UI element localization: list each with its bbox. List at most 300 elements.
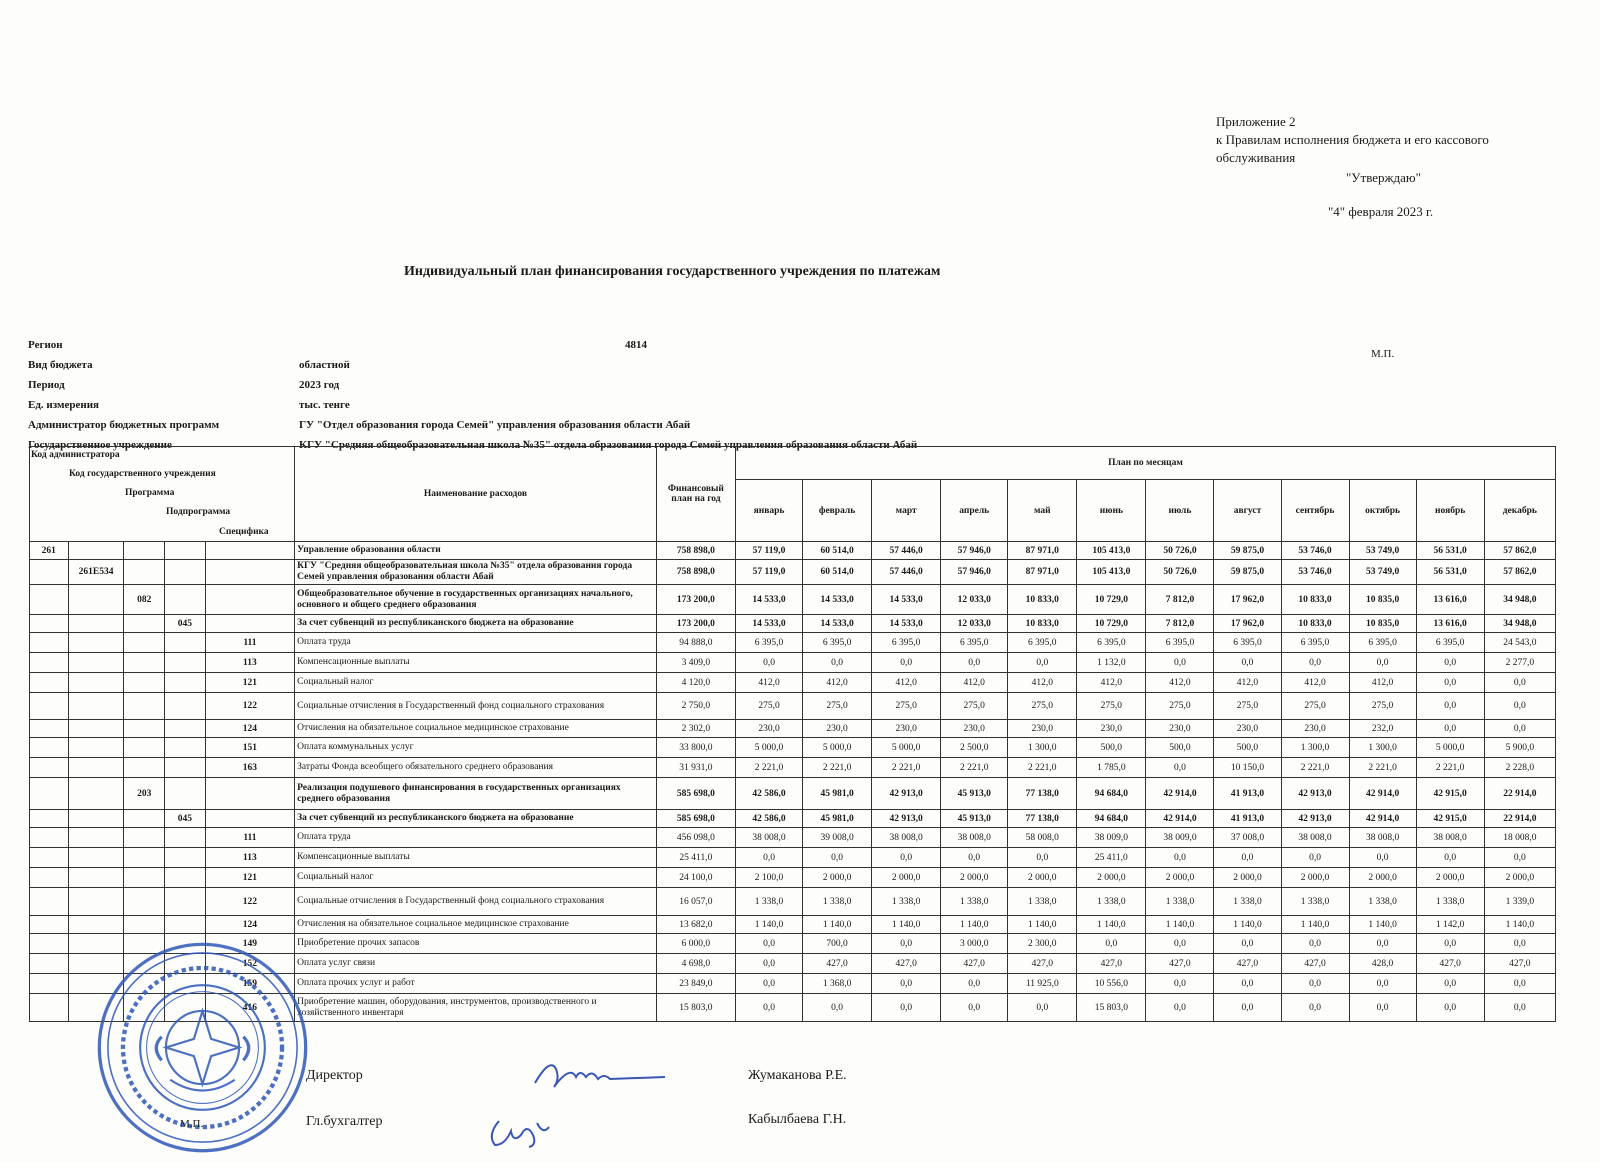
code-admin-cell xyxy=(30,810,69,828)
month-header: январь xyxy=(736,480,803,542)
month-value-cell: 0,0 xyxy=(736,994,803,1022)
month-value-cell: 38 008,0 xyxy=(1281,828,1349,848)
month-value-cell: 25 411,0 xyxy=(1077,848,1146,868)
month-value-cell: 0,0 xyxy=(1416,720,1484,738)
month-value-cell: 0,0 xyxy=(1416,994,1484,1022)
month-value-cell: 275,0 xyxy=(803,693,872,720)
month-value-cell: 87 971,0 xyxy=(1008,542,1077,560)
month-value-cell: 230,0 xyxy=(803,720,872,738)
code-admin-cell xyxy=(30,916,69,934)
month-value-cell: 0,0 xyxy=(1416,693,1484,720)
month-value-cell: 14 533,0 xyxy=(736,585,803,615)
month-value-cell: 1 338,0 xyxy=(1214,888,1281,916)
code-institution-cell xyxy=(68,810,124,828)
month-value-cell: 0,0 xyxy=(1008,994,1077,1022)
expense-name-cell: Затраты Фонда всеобщего обязательного среднего образования xyxy=(295,758,657,778)
code-admin-cell xyxy=(30,888,69,916)
month-value-cell: 428,0 xyxy=(1349,954,1416,974)
month-header: май xyxy=(1008,480,1077,542)
month-value-cell: 427,0 xyxy=(872,954,941,974)
month-value-cell: 0,0 xyxy=(736,954,803,974)
code-program-cell xyxy=(124,653,165,673)
code-institution-cell xyxy=(68,828,124,848)
month-value-cell: 22 914,0 xyxy=(1484,778,1555,810)
month-value-cell: 230,0 xyxy=(1077,720,1146,738)
month-value-cell: 6 395,0 xyxy=(941,633,1008,653)
expense-name-cell: Общеобразовательное обучение в государственных организациях начального, основного и общего среднего образования xyxy=(295,585,657,615)
month-value-cell: 0,0 xyxy=(1146,974,1214,994)
month-value-cell: 0,0 xyxy=(803,848,872,868)
month-value-cell: 34 948,0 xyxy=(1484,585,1555,615)
month-value-cell: 18 008,0 xyxy=(1484,828,1555,848)
month-value-cell: 24 543,0 xyxy=(1484,633,1555,653)
month-value-cell: 0,0 xyxy=(1416,673,1484,693)
month-value-cell: 275,0 xyxy=(1077,693,1146,720)
month-value-cell: 1 300,0 xyxy=(1349,738,1416,758)
code-admin-cell xyxy=(30,633,69,653)
month-value-cell: 59 875,0 xyxy=(1214,542,1281,560)
month-value-cell: 412,0 xyxy=(941,673,1008,693)
code-admin-cell xyxy=(30,868,69,888)
month-value-cell: 2 100,0 xyxy=(736,868,803,888)
month-value-cell: 1 132,0 xyxy=(1077,653,1146,673)
month-value-cell: 2 221,0 xyxy=(941,758,1008,778)
info-region xyxy=(28,335,1328,355)
code-institution-cell xyxy=(68,693,124,720)
expense-name-cell: Социальные отчисления в Государственный фонд социального страхования xyxy=(295,693,657,720)
annual-plan-cell: 2 750,0 xyxy=(656,693,735,720)
month-value-cell: 1 140,0 xyxy=(736,916,803,934)
month-value-cell: 42 913,0 xyxy=(1281,810,1349,828)
month-value-cell: 1 300,0 xyxy=(1008,738,1077,758)
month-value-cell: 412,0 xyxy=(1349,673,1416,693)
code-specific-cell: 163 xyxy=(205,758,294,778)
director-name: Жумаканова Р.Е. xyxy=(748,1068,847,1083)
code-subprogram-cell xyxy=(165,560,206,585)
table-row xyxy=(30,868,1556,888)
month-value-cell: 38 008,0 xyxy=(1416,828,1484,848)
month-header: октябрь xyxy=(1349,480,1416,542)
month-value-cell: 427,0 xyxy=(803,954,872,974)
code-admin-cell xyxy=(30,974,69,994)
month-value-cell: 38 008,0 xyxy=(872,828,941,848)
month-value-cell: 10 729,0 xyxy=(1077,615,1146,633)
code-subprogram-cell xyxy=(165,720,206,738)
month-value-cell: 42 913,0 xyxy=(872,810,941,828)
appendix-block xyxy=(1216,113,1546,221)
month-value-cell: 17 962,0 xyxy=(1214,615,1281,633)
month-value-cell: 427,0 xyxy=(1008,954,1077,974)
code-institution-cell xyxy=(68,738,124,758)
month-value-cell: 42 915,0 xyxy=(1416,810,1484,828)
month-header: февраль xyxy=(803,480,872,542)
month-value-cell: 41 913,0 xyxy=(1214,810,1281,828)
month-value-cell: 10 729,0 xyxy=(1077,585,1146,615)
month-value-cell: 1 338,0 xyxy=(1077,888,1146,916)
month-value-cell: 57 946,0 xyxy=(941,560,1008,585)
accountant-label: Гл.бухгалтер xyxy=(306,1114,383,1129)
month-value-cell: 1 338,0 xyxy=(1146,888,1214,916)
month-value-cell: 6 395,0 xyxy=(1416,633,1484,653)
code-institution-cell xyxy=(68,585,124,615)
appendix-line-2: к Правилам исполнения бюджета и его кассового обслуживания xyxy=(1216,132,1489,165)
month-value-cell: 57 119,0 xyxy=(736,542,803,560)
month-value-cell: 53 749,0 xyxy=(1349,542,1416,560)
month-value-cell: 1 140,0 xyxy=(1077,916,1146,934)
code-subprogram-cell xyxy=(165,693,206,720)
code-subprogram-cell xyxy=(165,916,206,934)
month-header: апрель xyxy=(941,480,1008,542)
month-value-cell: 0,0 xyxy=(1484,673,1555,693)
month-value-cell: 412,0 xyxy=(1214,673,1281,693)
month-value-cell: 230,0 xyxy=(736,720,803,738)
code-header-program: Программа xyxy=(125,488,175,498)
code-admin-cell xyxy=(30,673,69,693)
month-value-cell: 53 746,0 xyxy=(1281,560,1349,585)
code-admin-cell xyxy=(30,693,69,720)
table-row xyxy=(30,653,1556,673)
month-value-cell: 230,0 xyxy=(941,720,1008,738)
month-value-cell: 56 531,0 xyxy=(1416,560,1484,585)
code-subprogram-cell xyxy=(165,633,206,653)
month-value-cell: 57 946,0 xyxy=(941,542,1008,560)
month-value-cell: 2 000,0 xyxy=(1077,868,1146,888)
code-program-cell xyxy=(124,868,165,888)
table-row xyxy=(30,542,1556,560)
month-value-cell: 10 556,0 xyxy=(1077,974,1146,994)
month-header: ноябрь xyxy=(1416,480,1484,542)
code-institution-cell xyxy=(68,868,124,888)
month-value-cell: 14 533,0 xyxy=(803,615,872,633)
month-value-cell: 17 962,0 xyxy=(1214,585,1281,615)
month-value-cell: 6 395,0 xyxy=(1281,633,1349,653)
month-value-cell: 2 000,0 xyxy=(1214,868,1281,888)
approve-label: "Утверждаю" xyxy=(1346,170,1421,185)
code-subprogram-cell xyxy=(165,888,206,916)
code-institution-cell xyxy=(68,848,124,868)
table-row xyxy=(30,615,1556,633)
annual-plan-cell: 758 898,0 xyxy=(656,542,735,560)
month-value-cell: 0,0 xyxy=(872,934,941,954)
month-value-cell: 230,0 xyxy=(872,720,941,738)
annual-plan-cell: 6 000,0 xyxy=(656,934,735,954)
month-value-cell: 13 616,0 xyxy=(1416,585,1484,615)
month-value-cell: 6 395,0 xyxy=(1214,633,1281,653)
month-value-cell: 0,0 xyxy=(1349,994,1416,1022)
month-value-cell: 0,0 xyxy=(1281,994,1349,1022)
director-label: Директор xyxy=(306,1068,363,1083)
annual-plan-cell: 585 698,0 xyxy=(656,810,735,828)
expense-name-cell: Социальный налог xyxy=(295,673,657,693)
code-specific-cell: 122 xyxy=(205,693,294,720)
month-value-cell: 57 446,0 xyxy=(872,560,941,585)
month-value-cell: 275,0 xyxy=(1349,693,1416,720)
code-subprogram-cell xyxy=(165,868,206,888)
month-value-cell: 94 684,0 xyxy=(1077,810,1146,828)
month-value-cell: 45 981,0 xyxy=(803,778,872,810)
month-value-cell: 2 000,0 xyxy=(1484,868,1555,888)
month-value-cell: 0,0 xyxy=(941,994,1008,1022)
code-specific-cell: 122 xyxy=(205,888,294,916)
period-value: 2023 год xyxy=(299,379,340,391)
budget-type-value: областной xyxy=(299,359,350,371)
annual-plan-cell: 25 411,0 xyxy=(656,848,735,868)
code-header xyxy=(30,447,295,542)
code-header-specific: Специфика xyxy=(219,527,269,537)
month-value-cell: 1 140,0 xyxy=(1008,916,1077,934)
unit-value: тыс. тенге xyxy=(299,399,350,411)
month-value-cell: 1 338,0 xyxy=(1008,888,1077,916)
month-value-cell: 0,0 xyxy=(1214,653,1281,673)
month-value-cell: 0,0 xyxy=(803,994,872,1022)
month-value-cell: 14 533,0 xyxy=(736,615,803,633)
month-value-cell: 2 000,0 xyxy=(1349,868,1416,888)
code-institution-cell xyxy=(68,653,124,673)
month-value-cell: 10 833,0 xyxy=(1008,615,1077,633)
month-value-cell: 0,0 xyxy=(1146,848,1214,868)
code-specific-cell: 111 xyxy=(205,828,294,848)
code-specific-cell: 124 xyxy=(205,916,294,934)
month-value-cell: 0,0 xyxy=(736,848,803,868)
month-value-cell: 0,0 xyxy=(1214,934,1281,954)
code-program-cell xyxy=(124,633,165,653)
month-value-cell: 0,0 xyxy=(736,653,803,673)
expense-name-cell: Отчисления на обязательное социальное медицинское страхование xyxy=(295,720,657,738)
month-value-cell: 15 803,0 xyxy=(1077,994,1146,1022)
month-value-cell: 0,0 xyxy=(1349,848,1416,868)
month-value-cell: 58 008,0 xyxy=(1008,828,1077,848)
month-value-cell: 10 833,0 xyxy=(1281,585,1349,615)
month-value-cell: 59 875,0 xyxy=(1214,560,1281,585)
month-value-cell: 412,0 xyxy=(803,673,872,693)
month-value-cell: 13 616,0 xyxy=(1416,615,1484,633)
code-admin-cell xyxy=(30,994,69,1022)
month-value-cell: 42 914,0 xyxy=(1349,810,1416,828)
code-subprogram-cell xyxy=(165,738,206,758)
table-row xyxy=(30,758,1556,778)
code-program-cell xyxy=(124,810,165,828)
financing-plan-table xyxy=(29,446,1556,1022)
month-value-cell: 500,0 xyxy=(1146,738,1214,758)
expense-name-cell: Управление образования области xyxy=(295,542,657,560)
month-header: сентябрь xyxy=(1281,480,1349,542)
code-specific-cell xyxy=(205,810,294,828)
month-value-cell: 37 008,0 xyxy=(1214,828,1281,848)
annual-plan-cell: 758 898,0 xyxy=(656,560,735,585)
month-value-cell: 6 395,0 xyxy=(736,633,803,653)
code-admin-cell: 261 xyxy=(30,542,69,560)
month-value-cell: 38 008,0 xyxy=(941,828,1008,848)
annual-plan-cell: 3 409,0 xyxy=(656,653,735,673)
month-value-cell: 39 008,0 xyxy=(803,828,872,848)
month-value-cell: 412,0 xyxy=(1281,673,1349,693)
month-value-cell: 1 140,0 xyxy=(1349,916,1416,934)
month-value-cell: 1 140,0 xyxy=(872,916,941,934)
month-value-cell: 87 971,0 xyxy=(1008,560,1077,585)
month-value-cell: 0,0 xyxy=(872,974,941,994)
code-institution-cell: 261E534 xyxy=(68,560,124,585)
info-budget-type xyxy=(28,355,1328,375)
month-value-cell: 34 948,0 xyxy=(1484,615,1555,633)
month-value-cell: 42 914,0 xyxy=(1146,778,1214,810)
expense-name-cell: КГУ "Средняя общеобразовательная школа №35" отдела образования города Семей управления образования области Абай xyxy=(295,560,657,585)
month-value-cell: 10 833,0 xyxy=(1281,615,1349,633)
month-value-cell: 0,0 xyxy=(1146,934,1214,954)
code-subprogram-cell xyxy=(165,778,206,810)
month-value-cell: 0,0 xyxy=(872,848,941,868)
code-specific-cell xyxy=(205,560,294,585)
month-value-cell: 38 008,0 xyxy=(1349,828,1416,848)
code-specific-cell: 124 xyxy=(205,720,294,738)
table-row xyxy=(30,633,1556,653)
month-value-cell: 2 221,0 xyxy=(1008,758,1077,778)
month-value-cell: 14 533,0 xyxy=(872,585,941,615)
code-specific-cell: 149 xyxy=(205,934,294,954)
month-value-cell: 53 749,0 xyxy=(1349,560,1416,585)
code-subprogram-cell xyxy=(165,828,206,848)
month-value-cell: 2 221,0 xyxy=(1416,758,1484,778)
month-value-cell: 0,0 xyxy=(1416,934,1484,954)
month-value-cell: 77 138,0 xyxy=(1008,778,1077,810)
table-row xyxy=(30,916,1556,934)
month-value-cell: 427,0 xyxy=(941,954,1008,974)
month-value-cell: 1 338,0 xyxy=(1416,888,1484,916)
info-admin xyxy=(28,415,1328,435)
month-header: декабрь xyxy=(1484,480,1555,542)
month-value-cell: 0,0 xyxy=(1214,974,1281,994)
month-value-cell: 41 913,0 xyxy=(1214,778,1281,810)
code-program-cell xyxy=(124,738,165,758)
expense-name-cell: Оплата труда xyxy=(295,633,657,653)
accountant-name: Кабылбаева Г.Н. xyxy=(748,1112,847,1127)
month-value-cell: 1 368,0 xyxy=(803,974,872,994)
annual-plan-cell: 31 931,0 xyxy=(656,758,735,778)
code-institution-cell xyxy=(68,888,124,916)
code-specific-cell: 121 xyxy=(205,868,294,888)
month-value-cell: 42 913,0 xyxy=(872,778,941,810)
month-value-cell: 53 746,0 xyxy=(1281,542,1349,560)
code-subprogram-cell xyxy=(165,542,206,560)
month-value-cell: 412,0 xyxy=(1146,673,1214,693)
month-value-cell: 412,0 xyxy=(1077,673,1146,693)
month-value-cell: 10 150,0 xyxy=(1214,758,1281,778)
code-institution-cell xyxy=(68,673,124,693)
code-program-cell xyxy=(124,693,165,720)
month-value-cell: 10 835,0 xyxy=(1349,615,1416,633)
code-specific-cell: 113 xyxy=(205,653,294,673)
month-value-cell: 0,0 xyxy=(1281,934,1349,954)
table-row xyxy=(30,673,1556,693)
month-value-cell: 0,0 xyxy=(1349,653,1416,673)
annual-plan-cell: 24 100,0 xyxy=(656,868,735,888)
expense-name-cell: Оплата услуг связи xyxy=(295,954,657,974)
month-value-cell: 230,0 xyxy=(1008,720,1077,738)
month-value-cell: 0,0 xyxy=(1281,653,1349,673)
month-value-cell: 0,0 xyxy=(872,653,941,673)
expense-name-cell: Приобретение машин, оборудования, инструментов, производственного и хозяйственного инвентаря xyxy=(295,994,657,1022)
month-value-cell: 5 000,0 xyxy=(736,738,803,758)
month-value-cell: 427,0 xyxy=(1214,954,1281,974)
expense-name-cell: Оплата коммунальных услуг xyxy=(295,738,657,758)
annual-plan-cell: 4 698,0 xyxy=(656,954,735,974)
unit-label: Ед. измерения xyxy=(28,399,100,411)
month-value-cell: 1 338,0 xyxy=(736,888,803,916)
month-value-cell: 57 862,0 xyxy=(1484,560,1555,585)
month-value-cell: 22 914,0 xyxy=(1484,810,1555,828)
expense-name-cell: Компенсационные выплаты xyxy=(295,848,657,868)
month-value-cell: 0,0 xyxy=(1484,720,1555,738)
month-value-cell: 56 531,0 xyxy=(1416,542,1484,560)
month-value-cell: 1 338,0 xyxy=(1349,888,1416,916)
month-value-cell: 5 000,0 xyxy=(803,738,872,758)
code-institution-cell xyxy=(68,542,124,560)
month-value-cell: 42 915,0 xyxy=(1416,778,1484,810)
code-subprogram-cell xyxy=(165,585,206,615)
code-program-cell xyxy=(124,848,165,868)
code-admin-cell xyxy=(30,828,69,848)
month-value-cell: 0,0 xyxy=(736,974,803,994)
code-program-cell xyxy=(124,828,165,848)
month-value-cell: 275,0 xyxy=(941,693,1008,720)
month-value-cell: 2 221,0 xyxy=(803,758,872,778)
code-specific-cell xyxy=(205,615,294,633)
month-value-cell: 0,0 xyxy=(872,994,941,1022)
institution-value: КГУ "Средняя общеобразовательная школа №35" отдела образования города Семей управления образования области Абай xyxy=(299,439,918,451)
info-unit xyxy=(28,395,1328,415)
code-subprogram-cell xyxy=(165,673,206,693)
month-header: март xyxy=(872,480,941,542)
document-title: Индивидуальный план финансирования государственного учреждения по платежам xyxy=(404,264,941,279)
info-period xyxy=(28,375,1328,395)
month-value-cell: 275,0 xyxy=(872,693,941,720)
month-value-cell: 0,0 xyxy=(1281,848,1349,868)
code-admin-cell xyxy=(30,934,69,954)
code-program-cell xyxy=(124,542,165,560)
month-value-cell: 77 138,0 xyxy=(1008,810,1077,828)
table-row xyxy=(30,828,1556,848)
month-value-cell: 427,0 xyxy=(1281,954,1349,974)
annual-plan-cell: 94 888,0 xyxy=(656,633,735,653)
code-program-cell xyxy=(124,560,165,585)
month-value-cell: 6 395,0 xyxy=(1077,633,1146,653)
period-label: Период xyxy=(28,379,65,391)
code-institution-cell xyxy=(68,758,124,778)
month-value-cell: 0,0 xyxy=(1077,934,1146,954)
month-value-cell: 2 000,0 xyxy=(1416,868,1484,888)
table-row xyxy=(30,585,1556,615)
month-value-cell: 0,0 xyxy=(941,974,1008,994)
code-specific-cell xyxy=(205,542,294,560)
month-value-cell: 427,0 xyxy=(1484,954,1555,974)
code-admin-cell xyxy=(30,653,69,673)
month-value-cell: 45 913,0 xyxy=(941,778,1008,810)
month-value-cell: 2 000,0 xyxy=(941,868,1008,888)
month-header: август xyxy=(1214,480,1281,542)
month-value-cell: 1 339,0 xyxy=(1484,888,1555,916)
month-value-cell: 0,0 xyxy=(1349,974,1416,994)
month-value-cell: 42 913,0 xyxy=(1281,778,1349,810)
month-value-cell: 14 533,0 xyxy=(803,585,872,615)
annual-plan-cell: 585 698,0 xyxy=(656,778,735,810)
code-subprogram-cell: 045 xyxy=(165,615,206,633)
name-header: Наименование расходов xyxy=(295,447,657,542)
month-value-cell: 50 726,0 xyxy=(1146,542,1214,560)
expense-name-cell: Социальные отчисления в Государственный фонд социального страхования xyxy=(295,888,657,916)
table-row xyxy=(30,693,1556,720)
code-header-admin: Код администратора xyxy=(31,450,120,460)
code-admin-cell xyxy=(30,778,69,810)
table-row xyxy=(30,720,1556,738)
